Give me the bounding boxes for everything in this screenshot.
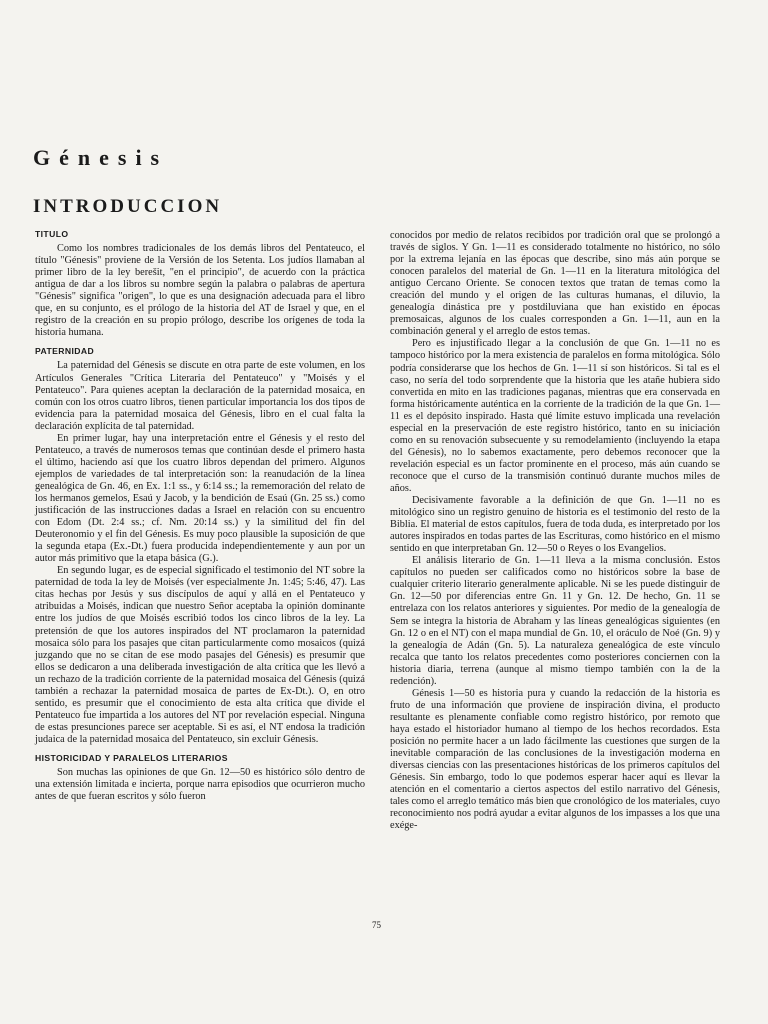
- paragraph-right-2: Pero es injustificado llegar a la conclusión de que Gn. 1—11 no es tampoco histórico por la mera existencia de paralelos en forma mitológica. Sólo podría considerarse que los hechos de Gn. 1—11 sí son históricos. Si tal es el caso, no sería del todo sorprendente que la historia que les atañe hubiera sido convertida en mito en las tradiciones paganas, mientras que era conservada en forma históricamente auténtica en la corriente de la tradición de la que Gn. 1—11 es el depósito inspirado. Hasta qué límite estuvo implicada una revelación especial en la preservación de este registro histórico, tanto en su iniciación como en su renovación subsecuente y su remodelamiento (incluyendo la etapa del Génesis), no lo sabemos exactamente, pero debemos reconocer que la revelación especial es un factor prominente en el proceso, más aún cuando se reconoce que el curso de la transmisión continuó durante muchos miles de años.: [390, 338, 720, 494]
- paragraph-paternidad-3: En segundo lugar, es de especial significado el testimonio del NT sobre la paternidad de toda la ley de Moisés (ver especialmente Jn. 1:45; 5:46, 47). Las citas hechas por Jesús y sus discípulos de aquí y allá en el Pentateuco y atribuidas a Moisés, indican que nuestro Señor aceptaba la opinión dominante entre los judíos de que Moisés escribió todos los cinco libros de la ley. La pretensión de que los autores inspirados del NT proclamaron la paternidad mosaica sólo para los pasajes que citan particularmente como mosaicos (quizá juzgando que no se citan de ese modo pasajes del Génesis) es presumir que ellos se dedicaron a una deliberada investigación de alta crítica que les llevó a un rechazo de la tradición corriente de la paternidad mosaica del Génesis (quizá también a rechazar la paternidad mosaica de partes de Ex-Dt.). O, en otro sentido, es presumir que el conocimiento de esta alta crítica que divide el Pentateuco fue impartida a los autores del NT por revelación especial. Ninguna de estas presunciones parece ser aceptable. Si es así, el NT endosa la tradición judaica de la paternidad mosaica del Pentateuco, sin excluir Génesis.: [35, 565, 365, 745]
- paragraph-historicidad-1: Son muchas las opiniones de que Gn. 12—50 es histórico sólo dentro de una extensión limitada e incierta, porque narra episodios que ocurrieron mucho antes de que fueran escritos y sólo fueron: [35, 767, 365, 803]
- heading-titulo: TITULO: [35, 229, 69, 239]
- section-title: INTRODUCCION: [33, 196, 223, 217]
- right-column: [390, 230, 720, 832]
- paragraph-right-4: El análisis literario de Gn. 1—11 lleva a la misma conclusión. Estos capítulos no pueden ser calificados como no históricos sobre la base de cualquier criterio literario generalmente aplicable. Ni se les puede distinguir de Gn. 12—50 por diferencias entre Gn. 11 y Gn. 12. De hecho, Gn. 11 se entrelaza con los relatos anteriores y siguientes. Por medio de la genealogía de Sem se integra la historia de Abraham y las líneas genealógicas siguientes (en Gn. 12 o en el NT) con el mapa mundial de Gn. 10, el oráculo de Noé (Gn. 9) y la genealogía de Adán (Gn. 5). La naturaleza genealógica de este vínculo recalca que tanto los relatos precedentes como posteriores conciernen con la historia diaria, terrena (aunque al mismo tiempo también con la de la redención).: [390, 555, 720, 687]
- left-column: [35, 228, 365, 803]
- paragraph-titulo: Como los nombres tradicionales de los demás libros del Pentateuco, el título "Génesis" proviene de la Versión de los Setenta. Los judíos llamaban al primer libro de la ley berešit, "en el principio", de acuerdo con la práctica antigua de dar a los libros su nombre según la palabra o palabras de apertura "Génesis" significa "origen", lo que es una designación adecuada para el libro que, en su conjunto, es el prólogo de la historia del AT de Israel y que, en el registro de la creación en su propio prólogo, describe los orígenes de toda la historia humana.: [35, 243, 365, 339]
- heading-paternidad: PATERNIDAD: [35, 346, 95, 357]
- paragraph-right-1: conocidos por medio de relatos recibidos por tradición oral que se prolongó a través de siglos. Y Gn. 1—11 es considerado totalmente no histórico, no sólo por la extrema lejanía en las épocas que describe, sino más aún porque se conocen paralelos del material de Gn. 1—11 en la literatura mitológica del antiguo Cercano Oriente. Se conocen textos que tratan de temas como la creación del mundo y el origen de las culturas humanas, el diluvio, la genealogía dinástica pre y postdiluviana que han existido en épocas premosaicas, algunos de los cuales corresponden a Gn. 1—11, aun en la combinación general y el arreglo de estos temas.: [390, 230, 720, 338]
- book-title: Génesis: [33, 145, 169, 170]
- page-number: 75: [372, 920, 381, 930]
- paragraph-paternidad-1: La paternidad del Génesis se discute en otra parte de este volumen, en los Artículos Generales "Crítica Literaria del Pentateuco" y "Moisés y el Pentateuco". Para quienes aceptan la declaración de la paternidad mosaica, en común con los otros cuatro libros, tienen particular importancia los dos tipos de evidencia para la paternidad mosaica del Génesis, libro en el cual falta la declaración explícita de tal paternidad.: [35, 360, 365, 432]
- paragraph-right-5: Génesis 1—50 es historia pura y cuando la redacción de la historia es fruto de una información que proviene de inspiración divina, el producto resultante es plenamente confiable como registro histórico, por remoto que haya estado el historiador humano al tiempo de los hechos recordados. Esta posición no permite hacer a un lado fácilmente las cuestiones que surgen de la inevitable comparación de las conclusiones de la investigación moderna en diversas ciencias con las presentaciones históricas de los primeros capítulos del Génesis. Sin embargo, todo lo que podemos esperar hacer aquí es llevar la atención en el comentario a ciertos aspectos del estilo narrativo del Génesis, tales como el arreglo temático más bien que cronológico de los materiales, cuyo reconocimiento nos podrá ayudar a evitar algunos de los impasses a los que una exége-: [390, 687, 720, 832]
- paragraph-right-3: Decisivamente favorable a la definición de que Gn. 1—11 no es mitológico sino un registro genuino de historia es el testimonio del resto de la Biblia. El material de estos capítulos, fuera de toda duda, es interpretado por los autores inspirados en todas partes de las Escrituras, como histórico en el mismo sentido en que interpretaban Gn. 12—50 o Reyes o los Evangelios.: [390, 495, 720, 555]
- heading-historicidad: HISTORICIDAD Y PARALELOS LITERARIOS: [35, 752, 228, 763]
- paragraph-paternidad-2: En primer lugar, hay una interpretación entre el Génesis y el resto del Pentateuco, a través de numerosos temas que continúan desde el primero hasta el último, haciendo así que los cuatro libros dependan del primero. Algunos ejemplos de variedades de tal interpretación son: la reanudación de la línea genealógica de Gn. 46, en Ex. 1:1 ss., y 6:14 ss.; la rememoración del relato de los hermanos gemelos, Esaú y Jacob, y la bendición de Esaú (Gn. 25 ss.) como justificación de las instrucciones dadas a Israel en relación con su encuentro con Edom (Dt. 2:4 ss.; cf. Nm. 20:14 ss.) y la similitud del fin del Deuteronomio y el fin del Génesis. Es muy poco plausible la suposición de que la segunda etapa (Ex.-Dt.) fuera producida independientemente y aun por un autor más primitivo que la etapa básica (G.).: [35, 432, 365, 565]
